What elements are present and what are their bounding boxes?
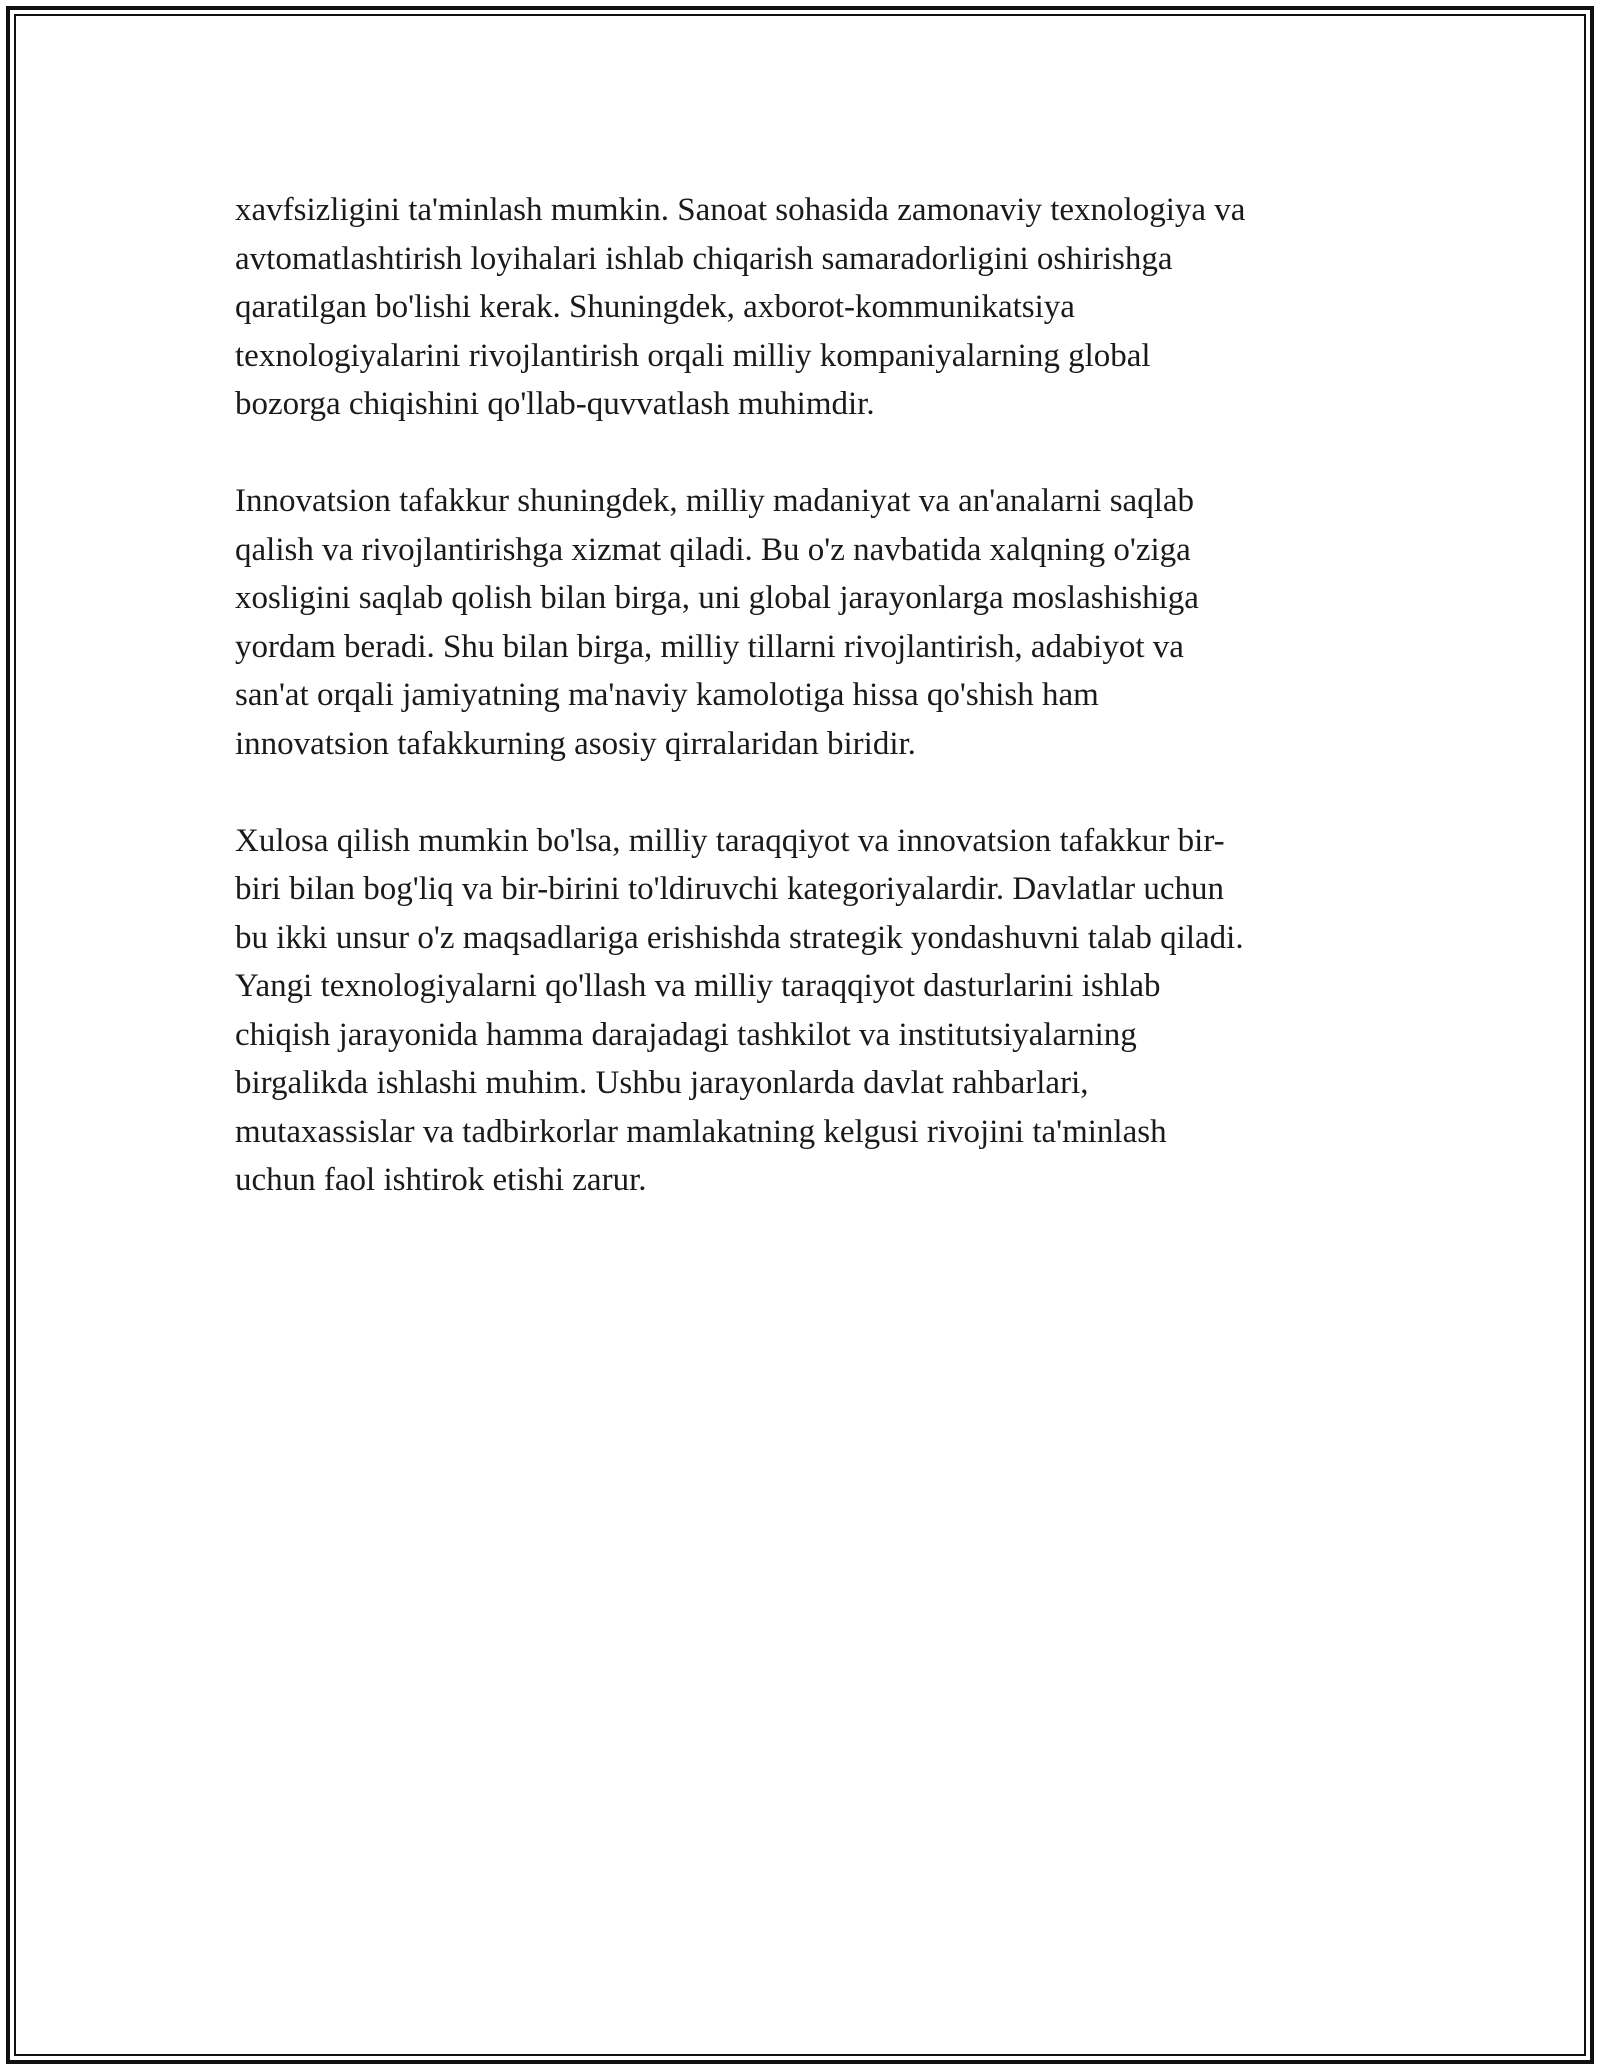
paragraph-1: [235, 186, 1365, 429]
text-line: xosligini saqlab qolish bilan birga, uni global jarayonlarga moslashishiga: [235, 580, 1199, 616]
text-line: birgalikda ishlashi muhim. Ushbu jarayonlarda davlat rahbarlari,: [235, 1065, 1089, 1101]
text-line: xavfsizligini ta'minlash mumkin. Sanoat sohasida zamonaviy texnologiya va: [235, 192, 1246, 228]
text-line: mutaxassislar va tadbirkorlar mamlakatning kelgusi rivojini ta'minlash: [235, 1113, 1167, 1150]
text-line: texnologiyalarini rivojlantirish orqali milliy kompaniyalarning global: [235, 337, 1151, 374]
text-line: uchun faol ishtirok etishi zarur.: [235, 1162, 647, 1198]
paragraph-2: [235, 477, 1365, 768]
text-line: Innovatsion tafakkur shuningdek, milliy madaniyat va an'analarni saqlab: [235, 483, 1195, 519]
text-line: bu ikki unsur o'z maqsadlariga erishishda strategik yondashuvni talab qiladi.: [235, 919, 1244, 956]
text-line: san'at orqali jamiyatning ma'naviy kamolotiga hissa qo'shish ham: [235, 677, 1099, 713]
text-line: Yangi texnologiyalarni qo'llash va milliy taraqqiyot dasturlarini ishlab: [235, 968, 1161, 1004]
text-line: qaratilgan bo'lishi kerak. Shuningdek, axborot-kommunikatsiya: [235, 289, 1075, 325]
text-line: innovatsion tafakkurning asosiy qirralaridan biridir.: [235, 725, 916, 762]
text-line: Xulosa qilish mumkin bo'lsa, milliy taraqqiyot va innovatsion tafakkur bir-: [235, 822, 1225, 859]
text-line: yordam beradi. Shu bilan birga, milliy tillarni rivojlantirish, adabiyot va: [235, 628, 1184, 665]
text-line: chiqish jarayonida hamma darajadagi tashkilot va institutsiyalarning: [235, 1016, 1137, 1053]
text-line: bozorga chiqishini qo'llab-quvvatlash muhimdir.: [235, 386, 875, 422]
text-line: biri bilan bog'liq va bir-birini to'ldiruvchi kategoriyalardir. Davlatlar uchun: [235, 871, 1225, 907]
paragraph-3: [235, 817, 1365, 1205]
document-body: [235, 186, 1365, 1253]
text-line: avtomatlashtirish loyihalari ishlab chiqarish samaradorligini oshirishga: [235, 240, 1173, 277]
text-line: qalish va rivojlantirishga xizmat qiladi. Bu o'z navbatida xalqning o'ziga: [235, 531, 1191, 568]
